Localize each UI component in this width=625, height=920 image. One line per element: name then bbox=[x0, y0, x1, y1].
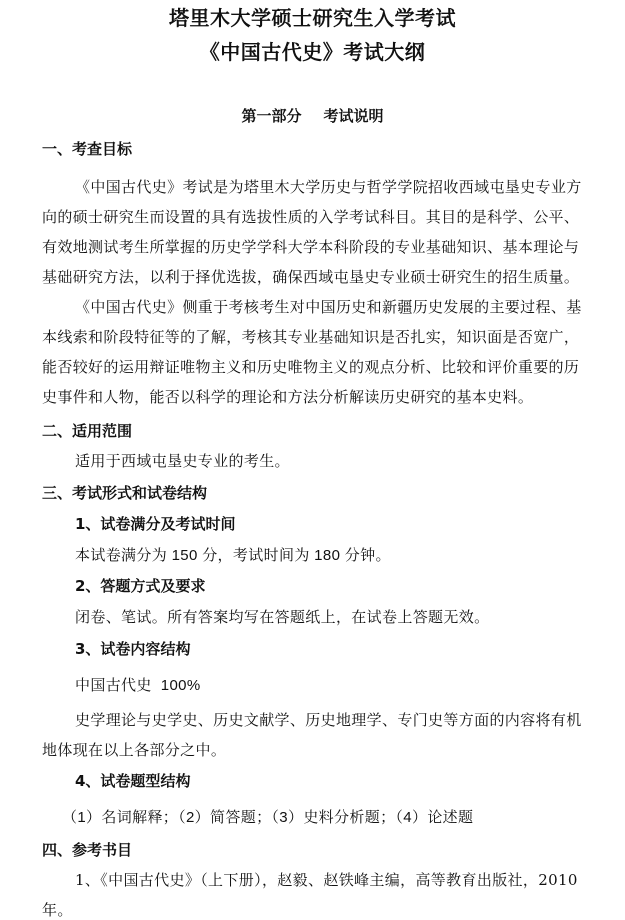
paragraph-line: 能否较好的运用辩证唯物主义和历史唯物主义的观点分析、比较和评价重要的历 bbox=[42, 358, 580, 376]
section-heading-references: 四、参考书目 bbox=[42, 841, 133, 859]
part-title: 考试说明 bbox=[323, 107, 384, 125]
paragraph-line: 史事件和人物，能否以科学的理论和方法分析解读历史研究的基本史料。 bbox=[42, 388, 534, 406]
section-heading-exam-objectives: 一、考查目标 bbox=[42, 140, 133, 158]
paragraph-line: 闭卷、笔试。所有答案均写在答题纸上，在试卷上答题无效。 bbox=[75, 608, 490, 626]
paragraph-line: 本线索和阶段特征等的了解，考核其专业基础知识是否扎实，知识面是否宽广， bbox=[42, 328, 580, 346]
reference-item-continued: 年。 bbox=[42, 901, 73, 919]
section-heading-exam-format: 三、考试形式和试卷结构 bbox=[42, 484, 208, 502]
document-title-line-1: 塔里木大学硕士研究生入学考试 bbox=[169, 6, 456, 30]
paragraph-line: 史学理论与史学史、历史文献学、历史地理学、专门史等方面的内容将有机 bbox=[75, 711, 582, 729]
paragraph-line: （1）名词解释；（2）简答题；（3）史料分析题；（4）论述题 bbox=[62, 809, 474, 826]
paragraph-line: 地体现在以上各部分之中。 bbox=[42, 741, 227, 759]
paragraph-line: 基础研究方法，以利于择优选拔，确保西域屯垦史专业硕士研究生的招生质量。 bbox=[42, 268, 580, 286]
paragraph-line: 《中国古代史》侧重于考核考生对中国历史和新疆历史发展的主要过程、基 bbox=[75, 298, 582, 316]
document-title-line-2: 《中国古代史》考试大纲 bbox=[199, 40, 426, 64]
subsection-heading-answer-method: 2、答题方式及要求 bbox=[75, 577, 206, 595]
part-heading bbox=[0, 105, 625, 126]
part-label: 第一部分 bbox=[241, 107, 302, 125]
paragraph-line: 《中国古代史》考试是为塔里木大学历史与哲学学院招收西域屯垦史专业方 bbox=[75, 178, 582, 196]
paragraph-line: 适用于西域屯垦史专业的考生。 bbox=[75, 452, 290, 470]
subsection-heading-question-types: 4、试卷题型结构 bbox=[75, 772, 191, 790]
subsection-heading-score-time: 1、试卷满分及考试时间 bbox=[75, 515, 236, 533]
section-heading-scope: 二、适用范围 bbox=[42, 422, 133, 440]
paragraph-line: 本试卷满分为 150 分，考试时间为 180 分钟。 bbox=[75, 547, 391, 564]
reference-item: 1、《中国古代史》（上下册），赵毅、赵铁峰主编，高等教育出版社，2010 bbox=[75, 871, 578, 889]
paragraph-line: 有效地测试考生所掌握的历史学学科大学本科阶段的专业基础知识、基本理论与 bbox=[42, 238, 580, 256]
paragraph-line: 中国古代史 100% bbox=[75, 677, 201, 694]
paragraph-line: 向的硕士研究生而设置的具有选拔性质的入学考试科目。其目的是科学、公平、 bbox=[42, 208, 580, 226]
subsection-heading-content-structure: 3、试卷内容结构 bbox=[75, 640, 191, 658]
